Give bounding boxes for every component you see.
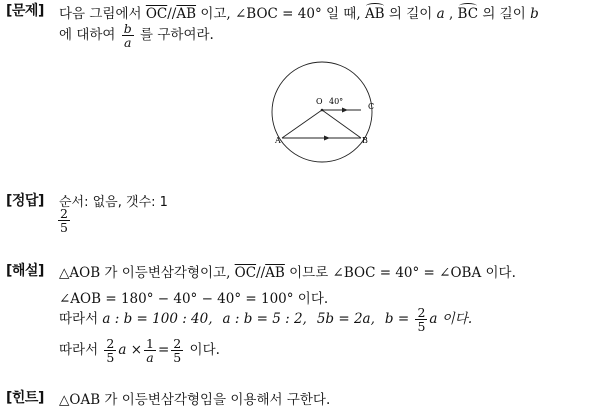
label-a: A (275, 136, 281, 145)
answer-label: [정답] (6, 193, 44, 209)
math-ratio-2: a : b = 5 : 2, (222, 311, 307, 328)
variable-a: a (436, 6, 445, 22)
fraction-b-over-a: $\frac{b}{a}$ (123, 21, 132, 51)
arrow-oc (342, 108, 348, 113)
problem-text: 의 길이 (478, 6, 531, 22)
fraction-1-over-a: $\frac{1}{a}$ (146, 336, 154, 366)
circle-figure (266, 58, 390, 170)
label-b: B (362, 136, 368, 145)
solution-text: △AOB 가 이등변삼각형이고, (59, 265, 235, 281)
parallel-symbol: // (256, 265, 266, 281)
fraction-2-over-5: $\frac{2}{5}$ (106, 336, 115, 366)
solution-text: 이므로 ∠BOC = 40° = ∠OBA 이다. (284, 265, 516, 281)
problem-text: 다음 그림에서 (59, 6, 146, 22)
solution-text: 따라서 (59, 342, 103, 359)
fraction-2-over-5: $\frac{2}{5}$ (417, 305, 426, 335)
label-angle: 40° (329, 97, 344, 106)
label-o: O (316, 97, 323, 106)
problem-text: 에 대하여 (59, 27, 120, 44)
solution-line-3 (59, 306, 472, 333)
label-c: C (368, 102, 375, 111)
center-dot (321, 109, 324, 112)
fraction-2-over-5: $\frac{2}{5}$ (173, 336, 182, 366)
math-equation: 5b = 2a, (316, 311, 375, 328)
problem-text: , (444, 6, 458, 22)
solution-text: a 이다. (429, 311, 473, 328)
circle (272, 62, 375, 162)
solution-line-2: ∠AOB = 180° − 40° − 40° = 100° 이다. (59, 291, 329, 307)
segment-ab: $\overline{AB}$ (265, 265, 285, 281)
problem-line-2 (59, 22, 214, 49)
segment-oc: $\overline{OC}$ (234, 265, 257, 281)
math-a-times: a × (118, 342, 143, 359)
answer-line: 순서: 없음, 갯수: 1 (59, 195, 168, 210)
hint-line: △OAB 가 이등변삼각형임을 이용해서 구한다. (59, 392, 331, 408)
equals-sign: = (157, 342, 170, 359)
problem-line-1 (59, 2, 539, 22)
fraction-2-over-5: $\frac{2}{5}$ (60, 206, 68, 236)
problem-text: 의 길이 (384, 6, 437, 22)
segment-ab: $\overline{AB}$ (176, 6, 197, 22)
solution-line-1 (59, 261, 516, 281)
arrow-ab (324, 136, 330, 141)
arc-bc: BC (457, 6, 479, 22)
problem-text: 이고, ∠BOC = 40° 일 때, (196, 6, 365, 22)
problem-label: [문제] (6, 3, 44, 19)
parallel-symbol: // (167, 6, 177, 22)
math-b-equals: b = (384, 311, 414, 328)
arc-ab: AB (364, 6, 385, 22)
math-ratio-1: a : b = 100 : 40, (102, 311, 213, 328)
solution-line-4 (59, 337, 220, 364)
solution-label: [해설] (6, 263, 44, 279)
segment-ob (322, 110, 361, 138)
hint-label: [힌트] (6, 390, 44, 406)
solution-text: 따라서 (59, 311, 103, 328)
solution-text: 이다. (185, 342, 220, 359)
problem-text: 를 구하여라. (135, 27, 214, 44)
segment-oc: $\overline{OC}$ (145, 6, 168, 22)
answer-fraction (56, 207, 72, 234)
variable-b: b (530, 6, 539, 22)
segment-oa (282, 110, 322, 138)
